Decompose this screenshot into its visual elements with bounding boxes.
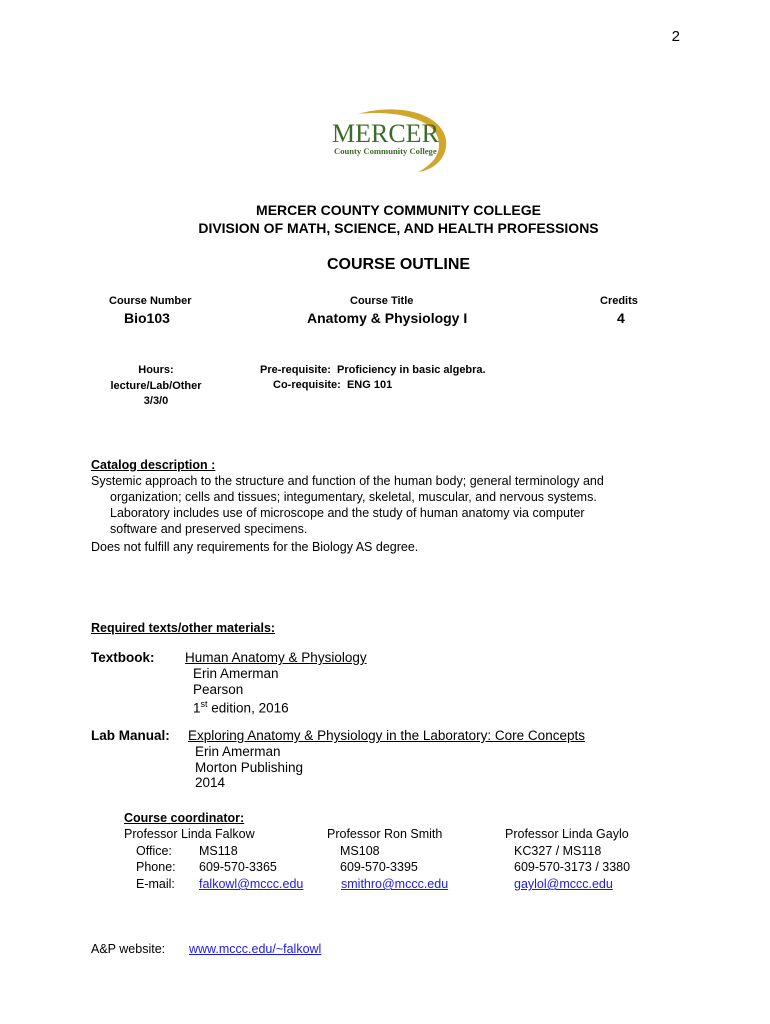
hours-block [96,363,216,410]
email-link[interactable]: falkowl@mccc.edu [199,877,304,891]
page-title: COURSE OUTLINE [326,256,471,273]
college-logo [330,106,450,172]
phone-value: 609-570-3395 [340,860,418,874]
catalog-line: software and preserved specimens. [110,522,308,536]
course-number-label: Course Number [109,295,192,307]
hours-value: 3/3/0 [143,395,169,407]
office-label: Office: [136,844,172,858]
edition-text: edition, 2016 [207,700,289,716]
prerequisite [260,363,486,379]
edition-number: 1 [193,700,201,716]
email-link[interactable]: gaylol@mccc.edu [514,877,613,891]
page-number: 2 [671,28,680,45]
coordinator-name: Professor Linda Falkow [124,827,255,841]
credits-value: 4 [617,310,625,326]
edition-suffix: st [200,699,208,709]
logo-main-text: MERCER [332,119,439,148]
course-title: Anatomy & Physiology I [307,310,468,326]
website-link[interactable]: www.mccc.edu/~falkowl [189,942,322,956]
office-value: MS118 [199,844,238,858]
materials-heading: Required texts/other materials: [91,621,276,635]
credits-label: Credits [600,295,638,307]
email-link[interactable]: smithro@mccc.edu [341,877,449,891]
phone-value: 609-570-3173 / 3380 [514,860,631,874]
college-header [0,201,770,237]
lab-manual-publisher: Morton Publishing [195,760,304,775]
office-value: KC327 / MS118 [514,844,602,858]
division-name: DIVISION OF MATH, SCIENCE, AND HEALTH PROFESSIONS [198,220,599,236]
catalog-line: Laboratory includes use of microscope and the study of human anatomy via computer [110,506,585,520]
lab-manual-label: Lab Manual: [91,728,170,743]
coordinator-name: Professor Linda Gaylo [505,827,629,841]
website-label: A&P website: [91,942,166,956]
hours-label: Hours: [138,364,174,376]
corequisite [273,378,392,394]
catalog-heading: Catalog description : [91,458,216,472]
textbook-author: Erin Amerman [193,666,279,681]
phone-value: 609-570-3365 [199,860,277,874]
lab-manual-title: Exploring Anatomy & Physiology in the Laboratory: Core Concepts [188,728,585,743]
logo-sub-text: County Community College [334,146,437,156]
catalog-line: organization; cells and tissues; integumentary, skeletal, muscular, and nervous systems. [110,490,597,504]
lab-manual-author: Erin Amerman [195,744,281,759]
corequisite-value: ENG 101 [346,379,393,391]
catalog-line: Systemic approach to the structure and function of the human body; general terminology and [91,474,604,488]
course-title-label: Course Title [350,295,414,307]
prerequisite-label: Pre-requisite: [260,364,331,376]
prerequisite-value: Proficiency in basic algebra. [337,364,486,376]
catalog-note: Does not fulfill any requirements for the Biology AS degree. [91,540,419,554]
textbook-edition [193,697,289,716]
corequisite-label: Co-requisite: [273,379,341,391]
textbook-title: Human Anatomy & Physiology [185,650,367,665]
email-label: E-mail: [136,877,175,891]
lab-manual-year: 2014 [195,775,226,790]
phone-label: Phone: [136,860,176,874]
college-name: MERCER COUNTY COMMUNITY COLLEGE [256,202,541,218]
textbook-publisher: Pearson [193,682,244,697]
office-value: MS108 [340,844,380,858]
textbook-label: Textbook: [91,650,155,665]
hours-breakdown-label: lecture/Lab/Other [110,379,202,392]
coordinator-heading: Course coordinator: [124,811,245,825]
course-number: Bio103 [124,310,170,326]
logo-graphic [330,106,450,172]
coordinator-name: Professor Ron Smith [327,827,443,841]
